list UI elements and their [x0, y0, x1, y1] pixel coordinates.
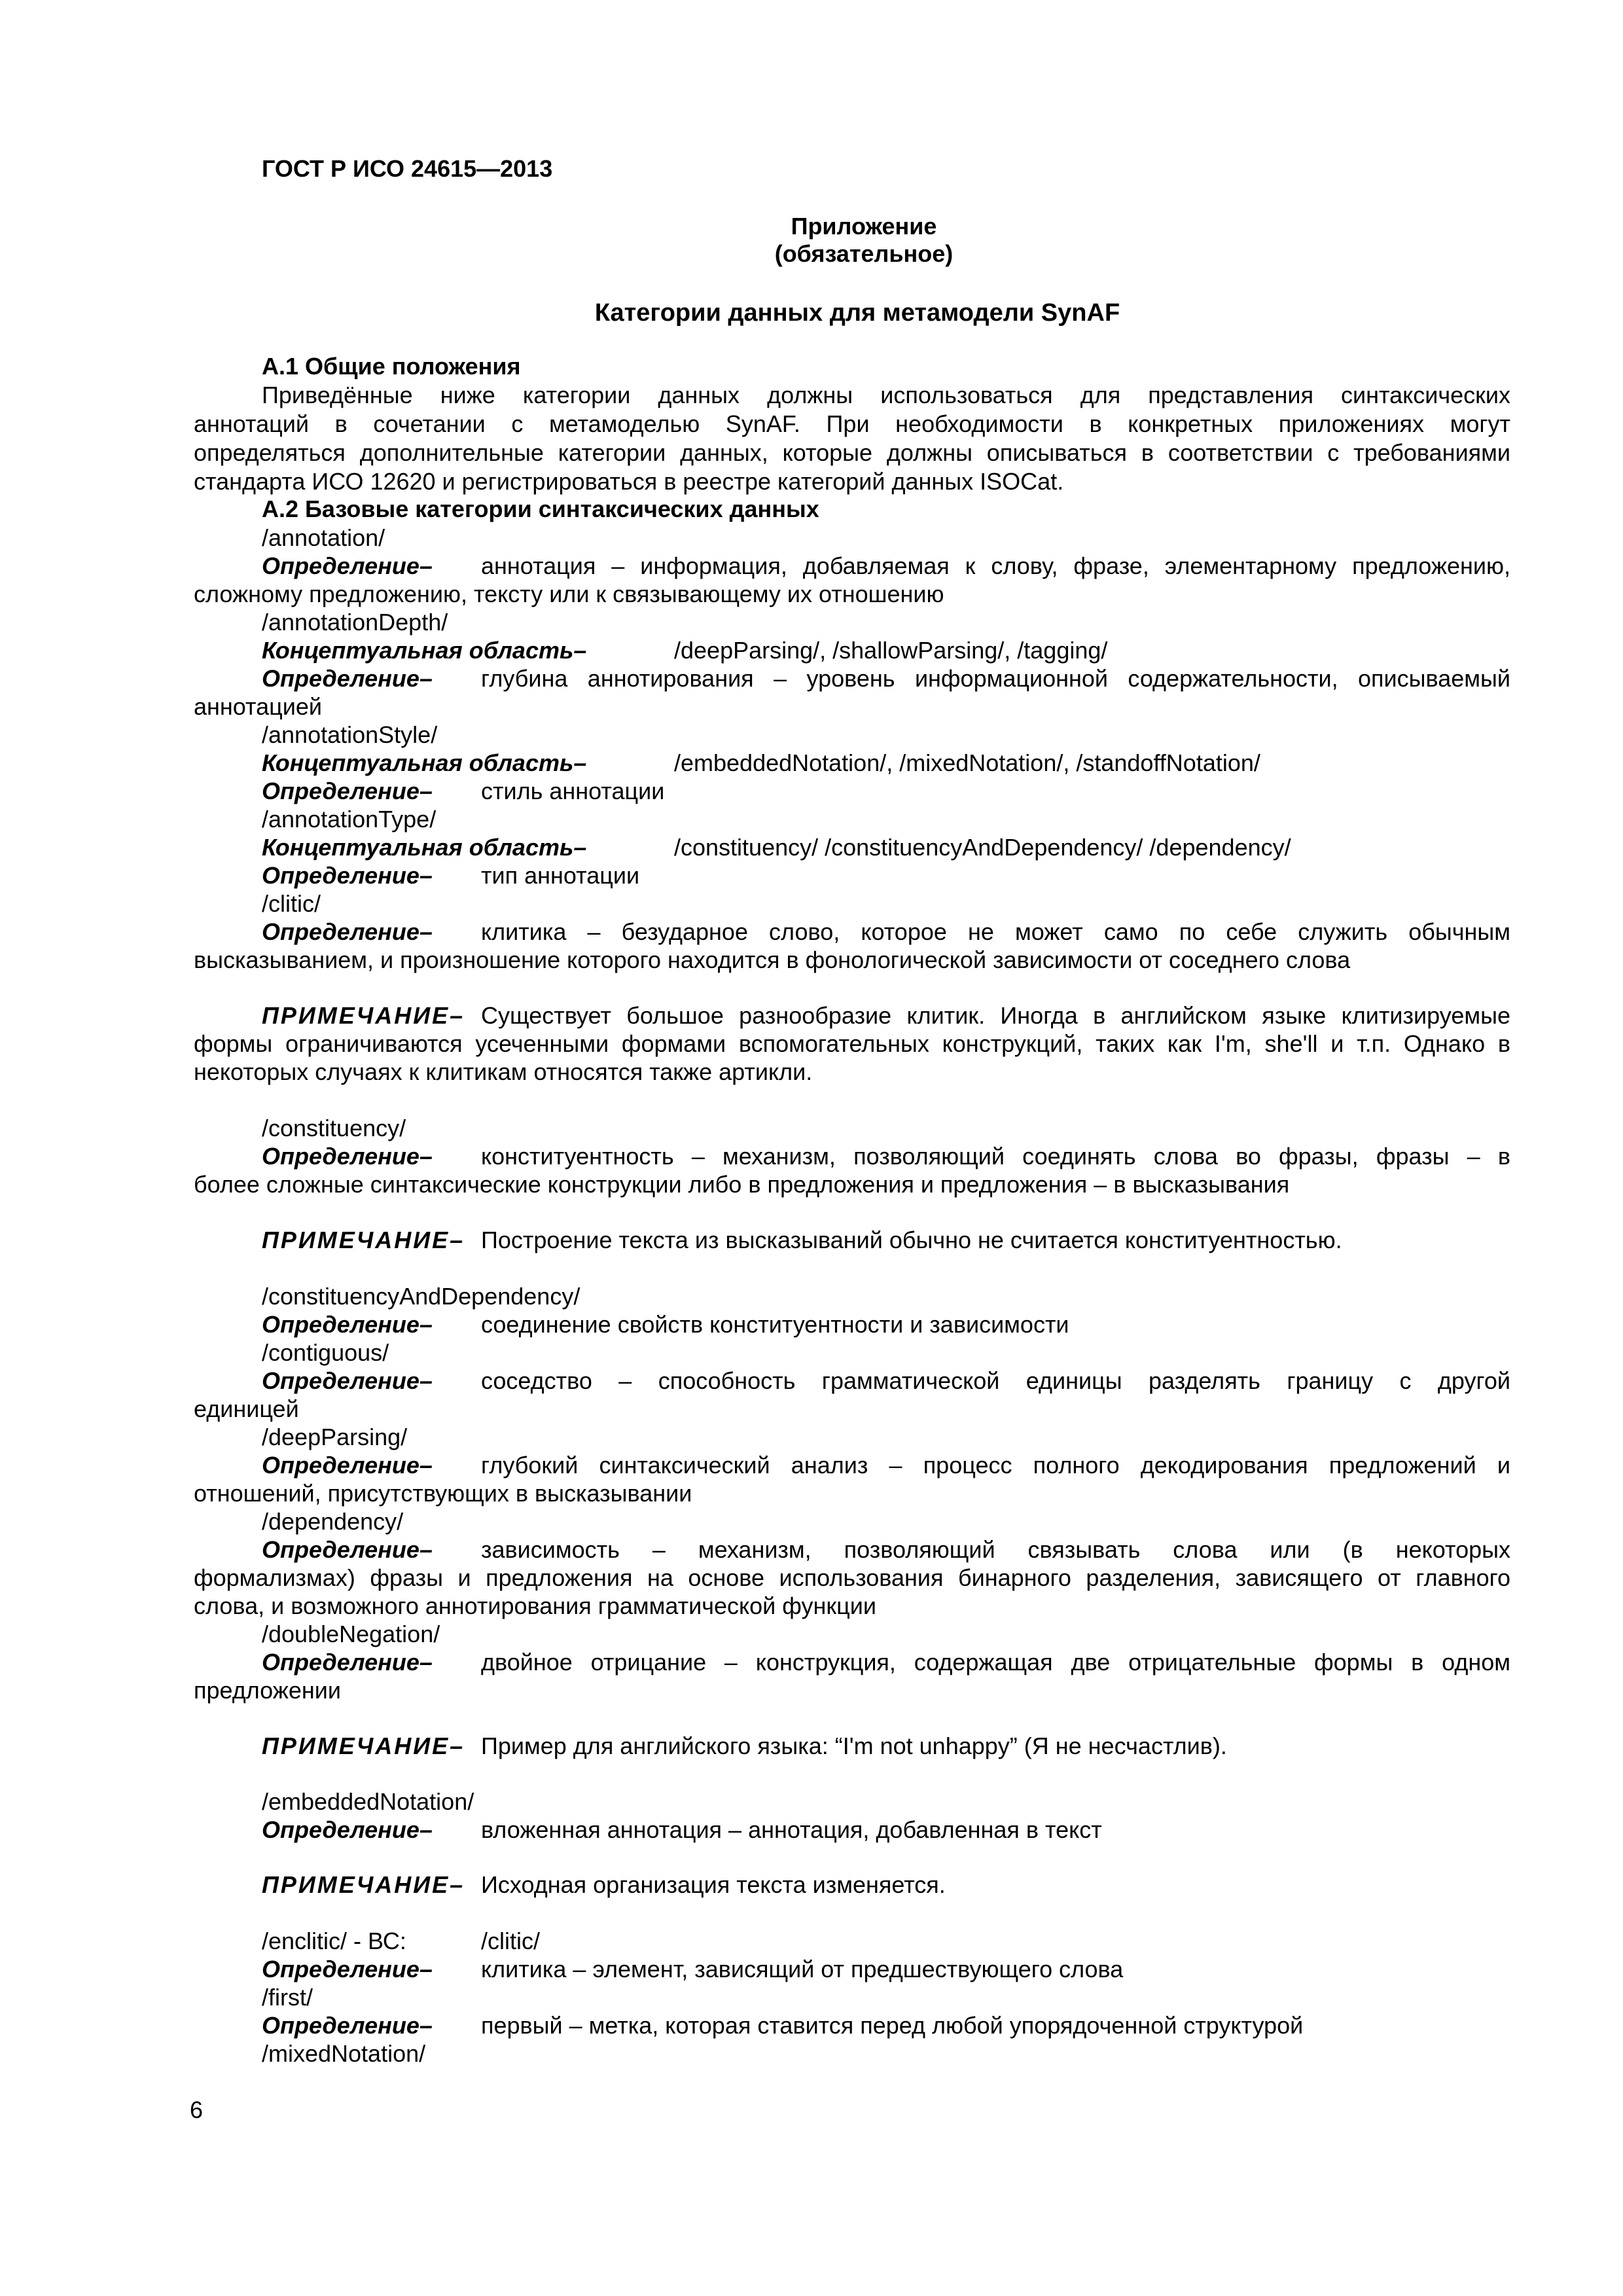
- term-clitic: /clitic/: [262, 890, 321, 917]
- definition-dependency-line-2: формализмах) фразы и предложения на основе использования бинарного разделения, зависящего от главного: [194, 1564, 1510, 1591]
- page-number: 6: [190, 2096, 204, 2123]
- definition-label: Определение–: [262, 1143, 433, 1170]
- appendix-label: Приложение: [791, 213, 937, 240]
- definition-clitic-line-1: клитика – безударное слово, которое не может само по себе служить обычным: [481, 918, 1510, 945]
- definition-enclitic: клитика – элемент, зависящий от предшествующего слова: [481, 1956, 1124, 1982]
- note-label: ПРИМЕЧАНИЕ–: [262, 1871, 465, 1898]
- term-annotation: /annotation/: [262, 524, 385, 551]
- definition-constituency-line-2: более сложные синтаксические конструкции либо в предложения и предложения – в высказывания: [194, 1171, 1290, 1198]
- definition-label: Определение–: [262, 1367, 433, 1394]
- concept-domain-label: Концептуальная область–: [262, 637, 587, 664]
- definition-label: Определение–: [262, 1649, 433, 1676]
- note-double-negation: Пример для английского языка: “I'm not unhappy” (Я не несчастлив).: [481, 1732, 1227, 1759]
- concept-domain-annotation-style: /embeddedNotation/, /mixedNotation/, /standoffNotation/: [674, 749, 1260, 776]
- definition-annotation-line-1: аннотация – информация, добавляемая к слову, фразе, элементарному предложению,: [481, 552, 1510, 579]
- concept-domain-annotation-type: /constituency/ /constituencyAndDependency/ /dependency/: [674, 834, 1291, 861]
- note-clitic-line-2: формы ограничиваются усеченными формами вспомогательных конструкций, таких как I'm, she'll и т.п. Однако в: [194, 1030, 1510, 1057]
- definition-label: Определение–: [262, 1816, 433, 1843]
- term-annotation-type: /annotationType/: [262, 806, 437, 833]
- definition-annotation-line-2: сложному предложению, тексту или к связывающему их отношению: [194, 581, 944, 607]
- section-a1-line-4: стандарта ИСО 12620 и регистрироваться в реестре категорий данных ISOCat.: [194, 468, 1064, 495]
- definition-deep-parsing-line-1: глубокий синтаксический анализ – процесс полного декодирования предложений и: [481, 1452, 1510, 1479]
- definition-label: Определение–: [262, 1536, 433, 1563]
- definition-label: Определение–: [262, 665, 433, 692]
- definition-annotation-type: тип аннотации: [481, 862, 640, 889]
- term-annotation-depth: /annotationDepth/: [262, 609, 448, 636]
- definition-annotation-depth-line-1: глубина аннотирования – уровень информационной содержательности, описываемый: [481, 665, 1510, 692]
- section-a1-line-1: Приведённые ниже категории данных должны использоваться для представления синтаксических: [262, 382, 1510, 408]
- appendix-status: (обязательное): [774, 240, 954, 267]
- term-deep-parsing: /deepParsing/: [262, 1424, 408, 1450]
- definition-first: первый – метка, которая ставится перед любой упорядоченной структурой: [481, 2012, 1304, 2039]
- note-constituency: Построение текста из высказываний обычно не считается конституентностью.: [481, 1227, 1342, 1253]
- definition-embedded-notation: вложенная аннотация – аннотация, добавленная в текст: [481, 1816, 1102, 1843]
- section-a1-heading: А.1 Общие положения: [262, 353, 521, 380]
- definition-label: Определение–: [262, 778, 433, 804]
- term-embedded-notation: /embeddedNotation/: [262, 1788, 474, 1815]
- term-mixed-notation: /mixedNotation/: [262, 2040, 426, 2067]
- term-annotation-style: /annotationStyle/: [262, 721, 438, 748]
- definition-label: Определение–: [262, 552, 433, 579]
- definition-label: Определение–: [262, 1452, 433, 1479]
- term-constituency: /constituency/: [262, 1115, 406, 1141]
- definition-double-negation-line-2: предложении: [194, 1677, 341, 1704]
- definition-constituency-and-dependency: соединение свойств конституентности и зависимости: [481, 1311, 1069, 1338]
- definition-label: Определение–: [262, 1311, 433, 1338]
- term-constituency-and-dependency: /constituencyAndDependency/: [262, 1283, 580, 1310]
- term-dependency: /dependency/: [262, 1508, 404, 1535]
- definition-annotation-style: стиль аннотации: [481, 778, 665, 804]
- definition-label: Определение–: [262, 1956, 433, 1982]
- definition-constituency-line-1: конституентность – механизм, позволяющий соединять слова во фразы, фразы – в: [481, 1143, 1510, 1170]
- definition-deep-parsing-line-2: отношений, присутствующих в высказывании: [194, 1480, 692, 1507]
- definition-contiguous-line-2: единицей: [194, 1395, 299, 1422]
- note-label: ПРИМЕЧАНИЕ–: [262, 1227, 465, 1253]
- definition-dependency-line-3: слова, и возможного аннотирования грамматической функции: [194, 1592, 876, 1619]
- see-term-enclitic: /clitic/: [481, 1928, 540, 1954]
- concept-domain-label: Концептуальная область–: [262, 834, 587, 861]
- term-enclitic: /enclitic/ - ВС:: [262, 1928, 406, 1954]
- concept-domain-label: Концептуальная область–: [262, 749, 587, 776]
- note-embedded-notation: Исходная организация текста изменяется.: [481, 1871, 946, 1898]
- note-clitic-line-1: Существует большое разнообразие клитик. Иногда в английском языке клитизируемые: [481, 1002, 1510, 1029]
- concept-domain-annotation-depth: /deepParsing/, /shallowParsing/, /tagging/: [674, 637, 1108, 664]
- definition-label: Определение–: [262, 918, 433, 945]
- definition-clitic-line-2: высказыванием, и произношение которого находится в фонологической зависимости от соседнего слова: [194, 946, 1351, 973]
- definition-contiguous-line-1: соседство – способность грамматической единицы разделять границу с другой: [481, 1367, 1510, 1394]
- definition-double-negation-line-1: двойное отрицание – конструкция, содержащая две отрицательные формы в одном: [481, 1649, 1510, 1676]
- note-clitic-line-3: некоторых случаях к клитикам относятся также артикли.: [194, 1058, 813, 1085]
- term-contiguous: /contiguous/: [262, 1339, 389, 1366]
- definition-label: Определение–: [262, 862, 433, 889]
- section-a1-line-3: определяться дополнительные категории данных, которые должны описываться в соответствии с требованиями: [194, 439, 1510, 466]
- term-double-negation: /doubleNegation/: [262, 1621, 440, 1647]
- section-a2-heading: А.2 Базовые категории синтаксических данных: [262, 495, 819, 522]
- definition-label: Определение–: [262, 2012, 433, 2039]
- term-first: /first/: [262, 1984, 313, 2011]
- section-a1-line-2: аннотаций в сочетании с метамоделью SynAF. При необходимости в конкретных приложениях могут: [194, 410, 1510, 437]
- document-code: ГОСТ Р ИСО 24615—2013: [262, 155, 553, 182]
- note-label: ПРИМЕЧАНИЕ–: [262, 1002, 465, 1029]
- appendix-title: Категории данных для метамодели SynAF: [594, 299, 1120, 327]
- definition-annotation-depth-line-2: аннотацией: [194, 693, 322, 720]
- note-label: ПРИМЕЧАНИЕ–: [262, 1732, 465, 1759]
- definition-dependency-line-1: зависимость – механизм, позволяющий связывать слова или (в некоторых: [481, 1536, 1510, 1563]
